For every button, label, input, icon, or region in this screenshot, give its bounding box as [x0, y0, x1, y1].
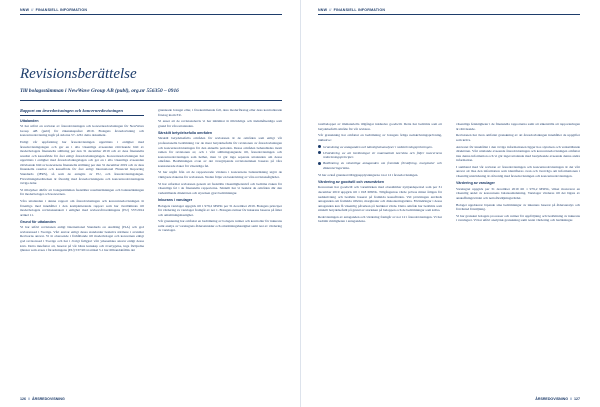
- section-heading-inkurans: Inkurans i varulager: [158, 197, 193, 202]
- page-title: Revisionsberättelse: [20, 66, 137, 82]
- bullet-item: Utvärdering av att beräkningar är matematiskt korrekta och följer koncernens redovisningsprinciper.: [318, 151, 442, 160]
- header-separator: //: [31, 8, 34, 12]
- paragraph: Vår granskning har omfattat en bedömning av bolagets rutiner och kontroller för inkurans samt analys av varulagrets åldersstruktur och omsättningshastighet samt test av värdering av varulager.: [158, 219, 282, 233]
- paragraph: Koncernen har goodwill och varumärken med obestämbar nyttjandeperiod som per 31 december 2019 uppgick till 1 018 MSEK. Tillgångarnas värde prövas minst årligen för nedskrivning och bedöms baserat på framtida kassaflöden. Vid prövningen används antaganden om framtida tillväxt, marginaler och diskonteringsränta. Förändringar i dessa antaganden kan få väsentlig påverkan på beräknat värde. Detta område har bedömts som särskilt betydelsefullt på grund av storleken på beloppen och de bedömningar som krävs.: [318, 185, 442, 213]
- paragraph: Vi anser att de revisionsbevis vi har inhämtat är tillräckliga och ändamålsenliga som grund för våra uttalanden.: [158, 119, 282, 128]
- paragraph: Enligt vår uppfattning har årsredovisningen upprättats i enlighet med årsredovisningslagen och ger en i alla väsentliga avseenden rättvisande bild av moderbolagets finansiella ställning per den 31 december 2019 och av dess finansiella resultat och kassaflöde för året enligt årsredovisningslagen. Koncernredovisningen har upprättats i enlighet med årsredovisningslagen och ger en i alla väsentliga avseenden rättvisande bild av koncernens finansiella ställning per den 31 december 2019 och av dess finansiella resultat och kassaflöde för året enligt International Financial Reporting Standards (IFRS), så som de antagits av EU, och årsredovisningslagen. Förvaltningsberättelsen är förenlig med årsredovisningens och koncernredovisningens övriga delar.: [20, 140, 144, 186]
- paragraph: Ansvaret för innehållet i den övriga informationen ligger hos styrelsen och verkställande direktören. Vårt uttalande avseende årsredovisningen och koncernredovisningen omfattar inte denna information och vi gör inget uttalande med bestyrkande avseende denna andra information.: [456, 144, 580, 163]
- section-heading-uttalanden: Uttalanden: [20, 118, 39, 123]
- section-heading-vardering-goodwill: Värdering av goodwill och varumärken: [318, 179, 385, 184]
- text-column-4: [456, 122, 580, 390]
- paragraph: Våra uttalanden i denna rapport om årsredovisningen och koncernredovisningen är förenliga med innehållet i den kompletterande rapport som har överlämnats till moderbolagets revisionsutskott i enlighet med revisorsförordningens (EU) 537/2014 artikel 11.: [20, 199, 144, 217]
- footer-label: ÅRSREDOVISNING: [535, 397, 568, 401]
- bullet-item: Bedömning av väsentliga antaganden om framtida försäljning, marginaler och diskonteringsränta.: [318, 161, 442, 170]
- footer-separator: //: [570, 397, 572, 401]
- paragraph: Vi har utfört revisionen enligt International Standards on Auditing (ISA) och god revisionssed i Sverige. Vårt ansvar enligt dessa standarder beskrivs närmare i avsnittet Revisorns ansvar. Vi är oberoende i förhållande till moderbolaget och koncernen enligt god revisorssed i Sverige och har i övrigt fullgjort vårt yrkesetiska ansvar enligt dessa krav. Detta innefattar att, baserat på vår bästa kunskap och övertygelse, inga förbjudna tjänster som avses i förordningens (EU) 537/2014 artikel 5.1 har tillhandahållits det: [20, 225, 144, 253]
- section-heading-vardering-varulager: Värdering av varulager: [456, 181, 495, 186]
- text-column-2: [158, 108, 282, 390]
- heading-rule: [20, 115, 144, 116]
- running-header-right: [318, 8, 385, 12]
- paragraph: Vi har granskat bolagets processer och rutiner för uppföljning och bedömning av inkurans i varulagret. Vi har utfört analytisk granskning samt testat värdering och beräkningar.: [456, 213, 580, 223]
- paragraph: Särskilt betydelsefulla områden för revisionen är de områden som enligt vår professionella bedömning var de mest betydelsefulla för revisionen av årsredovisningen och koncernredovisningen för den aktuella perioden. Dessa områden behandlades inom ramen för revisionen av, och i vårt ställningstagande till, årsredovisningen och koncernredovisningen som helhet, men vi gör inga separata uttalanden om dessa områden. Bedömningen ovan av det övergripande revisionsrisken baseras på våra konstaterade risker för väsentliga fel.: [158, 136, 282, 168]
- header-rule-left: [20, 14, 282, 15]
- paragraph: Bolagets varulager uppgick till 1 979,2 MSEK per 31 december 2019. Bolagets principer för värdering av varulager framgår av not 1. Bolagets rutiner för inkurans baseras på ålder och omsättningshastighet.: [158, 203, 282, 217]
- paragraph: Bolaget uppdaterar löpande sina bedömningar av inkurans baserat på åldersanalys och förväntad försäljning.: [456, 202, 580, 212]
- paragraph: Vi har utgått från att de rapporterade värdena i koncernens balansräkning utgör de viktigaste riskerna för revisionen. Nedan följer en beskrivning av våra revisionsåtgärder.: [158, 170, 282, 180]
- paragraph: Vi har utfört en revision av årsredovisningen och koncernredovisningen för NewWave Group AB (publ) för räkenskapsåret 2019. Bolagets årsredovisning och koncernredovisning ingår på sidorna 57–126 i detta dokument.: [20, 124, 144, 138]
- header-separator: //: [329, 8, 332, 12]
- report-heading: Rapport om årsredovisningen och koncernredovisningen: [20, 108, 123, 113]
- page-footer-left: [20, 397, 65, 401]
- text-column-3: [318, 122, 442, 390]
- paragraph: granskade bolaget eller, i förekommande fall, dess moderföretag eller dess kontrollerade företag inom EU.: [158, 108, 282, 117]
- page-footer-right: [535, 397, 580, 401]
- bullet-icon: [318, 145, 321, 148]
- paragraph: totalbeloppet av immateriella tillgångar inklusive goodwill. Detta har bedömts som ett betydelsefullt område för vår revision.: [318, 122, 442, 131]
- running-header-left: [20, 8, 87, 12]
- paragraph: väsentliga felaktigheter i de finansiella rapporterna samt att säkerställa att rapporteringen är rättvisande.: [456, 122, 580, 131]
- header-section: FINANSIELL INFORMATION: [35, 8, 88, 12]
- paragraph: I samband med vår revision av årsredovisningen och koncernredovisningen är det vårt ansvar att läsa den information som identifieras ovan och överväga om informationen i väsentlig utsträckning är oförenlig med årsredovisningen och koncernredovisningen.: [456, 164, 580, 179]
- footer-label: ÅRSREDOVISNING: [32, 397, 65, 401]
- title-rule: [20, 100, 282, 101]
- paragraph: Vår granskning har omfattat en bedömning av bolagets årliga nedskrivningsprövning, inklusive:: [318, 133, 442, 142]
- paragraph: Varulagret uppgick per 31 december 2019 till 1 979,2 MSEK, vilket motsvarar en väsentlig andel av koncernens balansomslutning. Varulager värderas till det lägsta av anskaffningsvärdet och nettoförsäljningsvärdet.: [456, 186, 580, 200]
- page-subtitle: Till bolagsstämman i NewWave Group AB (publ), org.nr 556350 – 0916: [20, 88, 179, 94]
- bullet-list: [318, 145, 442, 171]
- paragraph: Vi har också granskat tilläggsupplysningarna i not 12 i årsredovisningen.: [318, 172, 419, 177]
- header-section: FINANSIELL INFORMATION: [333, 8, 386, 12]
- page-divider: [300, 0, 301, 407]
- page-number: 126: [20, 397, 26, 401]
- paragraph: Revisionen har även omfattat granskning av att årsredovisningen innehåller de uppgifter som krävs.: [456, 133, 580, 142]
- page-number: 127: [574, 397, 580, 401]
- paragraph: Vi har utformat revisionen genom att fastställa väsentlighetsnivå och bedöma risken för väsentliga fel i de finansiella rapporterna. Särskilt har vi beaktat de områden där den verkställande direktören och styrelsen gjort bedömningar.: [158, 181, 282, 195]
- section-heading-sarskilt: Särskilt betydelsefulla områden: [158, 130, 213, 135]
- header-rule-right: [318, 14, 580, 15]
- paragraph: Redovisningen av antaganden och värdering framgår av not 12 i årsredovisningen. Vi har bedömt rimligheten i antagandena.: [318, 214, 442, 224]
- bullet-icon: [318, 151, 321, 154]
- footer-separator: //: [28, 397, 30, 401]
- paragraph: Vi tillstyrker därför att bolagsstämman fastställer resultaträkningen och balansräkningen för moderbolaget och koncernen.: [20, 187, 144, 197]
- bullet-icon: [318, 162, 321, 165]
- text-column-1: [20, 108, 144, 390]
- bullet-item: Granskning av antaganden och känslighetsanalyser i nedskrivningsprövningen.: [318, 145, 442, 150]
- header-company: NNW: [318, 8, 328, 12]
- header-company: NNW: [20, 8, 30, 12]
- section-heading-grund: Grund för uttalanden: [20, 219, 56, 224]
